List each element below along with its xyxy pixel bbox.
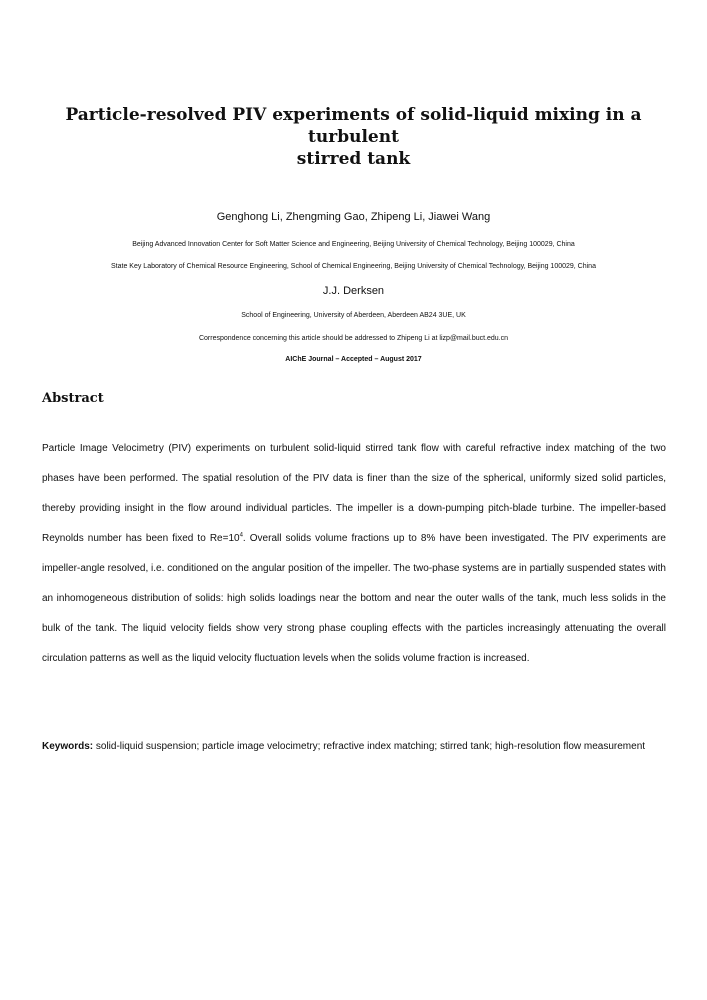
affiliation-3: School of Engineering, University of Aberdeen, Aberdeen AB24 3UE, UK <box>241 312 466 319</box>
abstract-heading: Abstract <box>42 391 104 406</box>
keywords-text: solid-liquid suspension; particle image velocimetry; refractive index matching; stirred tank; high-resolution flow measurement <box>93 741 646 752</box>
paper-title-line-2: stirred tank <box>296 149 411 169</box>
journal-status: AIChE Journal – Accepted – August 2017 <box>285 356 422 363</box>
author-list-2: J.J. Derksen <box>322 285 385 297</box>
affiliation-1: Beijing Advanced Innovation Center for Soft Matter Science and Engineering, Beijing University of Chemical Technology, Beijing 100029, China <box>132 241 575 248</box>
keywords-paragraph <box>42 732 666 762</box>
keywords-label: Keywords: <box>42 741 94 752</box>
reynolds-exponent: 4 <box>239 532 243 539</box>
abstract-text-part-2: . Overall solids volume fractions up to 8% have been investigated. The PIV experiments are impeller-angle resolved, i.e. conditioned on the angular position of the impeller. The two-phase systems are in partially suspended states with an inhomogeneous distribution of solids: high solids loadings near the bottom and near the outer walls of the tank, much less solids in the bulk of the tank. The liquid velocity fields show very strong phase coupling effects with the particles increasingly attenuating the overall circulation patterns as well as the liquid velocity fluctuation levels when the solids volume fraction is increased. <box>42 533 666 664</box>
abstract-text <box>42 434 666 674</box>
affiliation-2: State Key Laboratory of Chemical Resource Engineering, School of Chemical Engineering, Beijing University of Chemical Technology, Beijing 100029, China <box>111 263 596 270</box>
correspondence-note: Correspondence concerning this article should be addressed to Zhipeng Li at lizp@mail.buct.edu.cn <box>198 335 509 342</box>
abstract-text-part-1: Particle Image Velocimetry (PIV) experiments on turbulent solid-liquid stirred tank flow with careful refractive index matching of the two phases have been performed. The spatial resolution of the PIV data is finer than the size of the spherical, uniformly sized solid particles, thereby providing insight in the flow around individual particles. The impeller is a down-pumping pitch-blade turbine. The impeller-based Reynolds number has been fixed to Re=10 <box>42 443 666 544</box>
author-list: Genghong Li, Zhengming Gao, Zhipeng Li, Jiawei Wang <box>216 211 491 223</box>
paper-title-line-1: Particle-resolved PIV experiments of solid-liquid mixing in a turbulent <box>65 105 642 147</box>
